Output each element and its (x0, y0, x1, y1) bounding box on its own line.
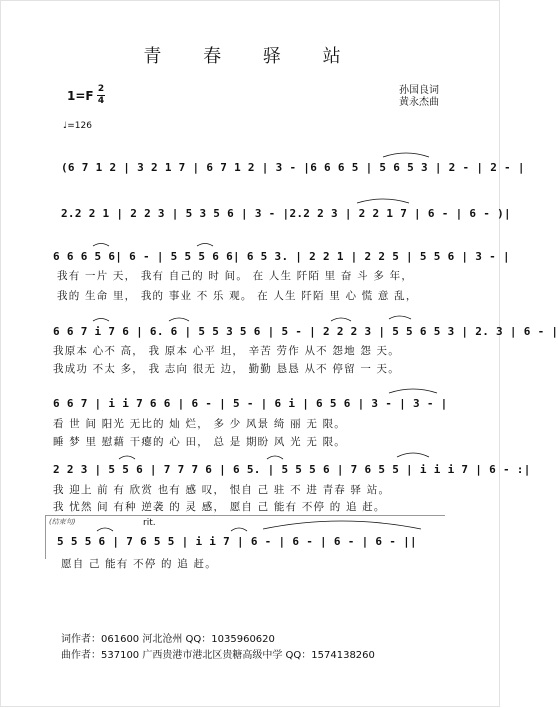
notation-row-7: 5 5 5 6 | 7 6 5 5 | i i 7 | 6 - | 6 - | 6 - | 6 - || (57, 535, 417, 548)
slur-row3-b (197, 244, 213, 247)
key-signature: 1=F (67, 89, 94, 103)
lyric-row-5-verse-1: 看 世 间 阳光 无比的 灿 烂， 多 少 风景 绮 丽 无 限。 (53, 418, 346, 430)
lyric-row-3-verse-1: 我有 一片 天， 我有 自己的 时 间。 在 人生 阡陌 里 奋 斗 多 年， (57, 270, 414, 282)
time-signature (97, 85, 105, 106)
lyric-row-4-verse-1: 我原本 心不 高， 我 原本 心平 坦， 辛苦 劳作 从不 怨地 怨 天。 (53, 345, 400, 357)
notation-row-1: (6 7 1 2 | 3 2 1 7 | 6 7 1 2 | 3 - |6 6 6 5 | 5 6 5 3 | 2 - | 2 - | (61, 161, 525, 174)
ending-label: (结束句) (49, 518, 76, 526)
lyricist-credit: 孙国良词 (399, 85, 439, 96)
lyric-row-7: 愿自 己 能有 不停 的 追 赶。 (61, 558, 217, 570)
credits (399, 85, 439, 109)
slur-row4-a (93, 319, 109, 322)
slur-row4-c (331, 318, 351, 321)
notation-row-4: 6 6 7 i 7 6 | 6. 6 | 5 5 3 5 6 | 5 - | 2 2 2 3 | 5 5 6 5 3 | 2. 3 | 6 - | (53, 325, 558, 338)
composer-credit: 黄永杰曲 (399, 97, 439, 108)
notation-row-3: 6 6 6 5 6| 6 - | 5 5 5 6 6| 6 5 3. | 2 2 1 | 2 2 5 | 5 5 6 | 3 - | (53, 250, 510, 263)
lyric-row-6-verse-2: 我 忧然 间 有种 逆袭 的 灵 感， 愿自 己 能有 不停 的 追 赶。 (53, 501, 386, 513)
meter-bottom: 4 (97, 96, 105, 106)
tie-row5 (389, 389, 437, 393)
tempo-marking: ♩=126 (63, 121, 92, 131)
notation-row-6: 2 2 3 | 5 5 6 | 7 7 7 6 | 6 5. | 5 5 5 6 | 7 6 5 5 | i i i 7 | 6 - :| (53, 463, 531, 476)
notation-row-2: 2.2 2 1 | 2 2 3 | 5 3 5 6 | 3 - |2.2 2 3 | 2 2 1 7 | 6 - | 6 - )| (61, 207, 511, 220)
tie-row2 (357, 199, 409, 203)
notation-row-5: 6 6 7 | i i 7 6 6 | 6 - | 5 - | 6 i | 6 5 6 | 3 - | 3 - | (53, 397, 448, 410)
lyricist-contact: 词作者：061600 河北沧州 QQ：1035960620 (61, 634, 275, 645)
lyric-row-5-verse-2: 睡 梦 里 慰藉 干瘪的 心 田， 总 是 期盼 风 光 无 限。 (53, 436, 346, 448)
slur-row6-b (267, 456, 283, 459)
slur-row6-c (397, 453, 429, 457)
lyric-row-4-verse-2: 我成功 不太 多， 我 志向 很无 边， 勤勤 恳恳 从不 停留 一 天。 (53, 363, 400, 375)
tie-row1 (383, 153, 429, 157)
lyric-row-3-verse-2: 我的 生命 里， 我的 事业 不 乐 观。 在 人生 阡陌 里 心 慌 意 乱， (57, 290, 418, 302)
slur-row6-a (119, 456, 135, 459)
meter-top: 2 (97, 84, 105, 94)
lyric-row-6-verse-1: 我 迎上 前 有 欣赏 也有 感 叹， 恨自 己 驻 不 进 青春 驿 站。 (53, 484, 391, 496)
slur-row4-b (169, 318, 189, 321)
slur-row4-d (389, 316, 411, 319)
song-title: 青 春 驿 站 (143, 46, 359, 67)
composer-contact: 曲作者：537100 广西贵港市港北区贵糖高级中学 QQ：1574138260 (61, 650, 375, 661)
slur-row3-a (93, 244, 109, 247)
ritardando-marking: rit. (143, 518, 156, 528)
